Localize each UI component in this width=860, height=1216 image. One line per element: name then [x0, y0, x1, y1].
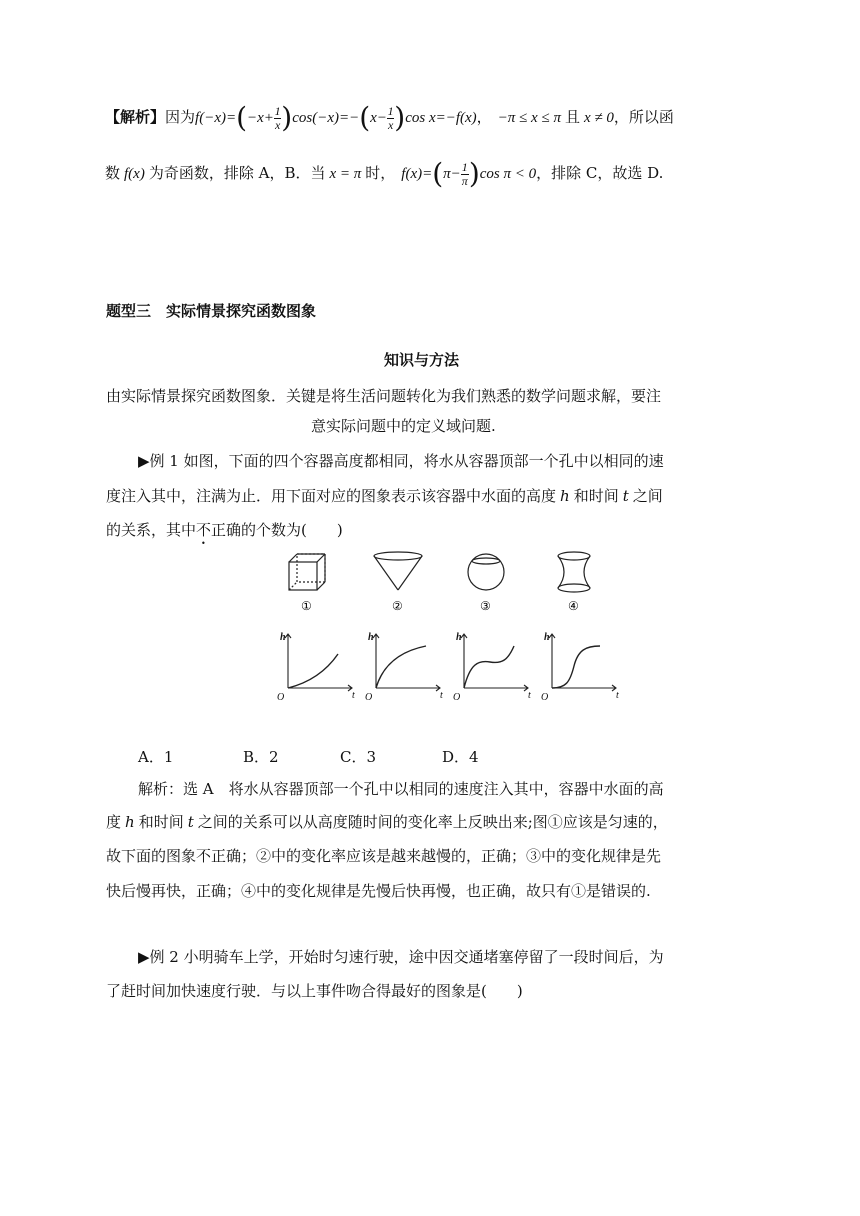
cone-container — [374, 552, 422, 590]
figure-label-2: ② — [392, 599, 403, 613]
solution-line-1: 解析：选 A 将水从容器顶部一个孔中以相同的速度注入其中，容器中水面的高 — [138, 780, 664, 798]
and-text: 且 — [564, 108, 580, 126]
text-odd-function: 为奇函数，排除 A，B．当 — [148, 164, 326, 182]
fraction-numerator: 1 — [387, 103, 394, 118]
axis-o-label: O — [453, 692, 461, 703]
text: 之间的关系可以从高度随时间的变化率上反映出来;图①应该是匀速的， — [197, 813, 668, 831]
text: 度 — [106, 813, 122, 831]
option-a: A．1 — [138, 748, 174, 766]
axis-t-label: t — [528, 690, 531, 701]
curve-slow-fast-slow — [552, 646, 600, 688]
axis-h-label: h — [368, 632, 374, 643]
analysis-tail: ，所以函 — [613, 108, 674, 126]
axis-o-label: O — [277, 692, 285, 703]
cube-container — [289, 554, 325, 590]
math-cos-pi-lt-0: cos π < 0 — [479, 166, 537, 182]
solution-line-4: 快后慢再快，正确；④中的变化规律是先慢后快再慢，也正确，故只有①是错误的. — [106, 882, 651, 900]
analysis-line-2 — [105, 157, 664, 190]
text-shu: 数 — [105, 164, 121, 182]
solution-line-2 — [106, 811, 668, 832]
curve-concave-down — [376, 646, 426, 688]
graph-1 — [277, 632, 355, 703]
fraction-denominator: x — [387, 117, 394, 132]
math-pi-minus: π− — [443, 166, 461, 182]
paren-close: ) — [394, 101, 406, 134]
text-when: 时， — [365, 164, 396, 182]
analysis-label: 【解析】 — [105, 108, 166, 126]
example2-line-2: 了赶时间加快速度行驶．与以上事件吻合得最好的图象是( ) — [106, 982, 523, 1000]
analysis-text: 因为 — [165, 108, 196, 126]
axis-t-label: t — [352, 690, 355, 701]
axis-t-label: t — [616, 690, 619, 701]
var-h: h — [560, 487, 570, 505]
emphasized-not: 不 — [196, 521, 212, 539]
math-domain: −π ≤ x ≤ π — [497, 110, 561, 126]
math-cosx-neg-fx: cos x=−f(x) — [405, 110, 477, 126]
intro-line-2: 意实际问题中的定义域问题. — [311, 417, 496, 435]
math-x-neq-0: x ≠ 0 — [583, 110, 614, 126]
math-fx-eq: f(x)= — [401, 166, 433, 182]
axis-o-label: O — [541, 692, 549, 703]
fraction-denominator: π — [461, 173, 468, 188]
math-neg-x-plus: −x+ — [247, 110, 274, 126]
option-b: B．2 — [243, 748, 279, 766]
graph-3 — [453, 632, 531, 703]
text: 和时间 — [138, 813, 184, 831]
option-c: C．3 — [340, 748, 377, 766]
graph-2 — [365, 632, 443, 703]
option-d: D．4 — [442, 748, 479, 766]
fraction-1-over-pi — [461, 161, 469, 187]
waist-container — [558, 552, 590, 592]
math-fx-neg: f(−x)= — [195, 110, 237, 126]
example1-line-2 — [106, 485, 663, 506]
axis-t-label: t — [440, 690, 443, 701]
text: 和时间 — [573, 487, 619, 505]
text-choose-d: ，排除 C，故选 D. — [536, 164, 664, 182]
paren-close: ) — [468, 157, 480, 190]
curve-concave-up — [288, 654, 338, 688]
sphere-container — [468, 554, 504, 590]
curve-fast-slow-fast — [464, 646, 514, 688]
fraction-numerator: 1 — [461, 159, 468, 174]
math-x-eq-pi: x = π — [329, 166, 362, 182]
paren-open: ( — [236, 101, 248, 134]
math-cos-neg-x: cos(−x)=− — [292, 110, 360, 126]
axis-o-label: O — [365, 692, 373, 703]
text: 正确的个数为( ) — [211, 521, 343, 539]
example2-line-1: ▶例 2 小明骑车上学，开始时匀速行驶，途中因交通堵塞停留了一段时间后，为 — [138, 948, 664, 966]
text: 的关系，其中 — [106, 521, 197, 539]
math-x-minus: x− — [370, 110, 387, 126]
text: 度注入其中，注满为止．用下面对应的图象表示该容器中水面的高度 — [106, 487, 557, 505]
section-subtitle: 知识与方法 — [384, 351, 460, 369]
paren-close: ) — [281, 101, 293, 134]
var-t: t — [187, 813, 194, 831]
example1-line-1: ▶例 1 如图，下面的四个容器高度都相同，将水从容器顶部一个孔中以相同的速 — [138, 452, 664, 470]
fraction-denominator: x — [274, 117, 281, 132]
comma: ， — [476, 108, 492, 126]
analysis-line-1 — [105, 101, 674, 134]
containers-figure — [270, 550, 619, 703]
fraction-numerator: 1 — [274, 103, 281, 118]
paren-open: ( — [359, 101, 371, 134]
axis-h-label: h — [544, 632, 550, 643]
figure-label-4: ④ — [568, 599, 579, 613]
graph-4 — [541, 632, 619, 703]
intro-line-1: 由实际情景探究函数图象．关键是将生活问题转化为我们熟悉的数学问题求解，要注 — [106, 387, 662, 405]
axis-h-label: h — [456, 632, 462, 643]
axis-h-label: h — [280, 632, 286, 643]
var-t: t — [622, 487, 629, 505]
figure-label-1: ① — [301, 599, 312, 613]
figure-label-3: ③ — [480, 599, 491, 613]
example1-line-3 — [106, 519, 343, 548]
solution-line-3: 故下面的图象不正确；②中的变化率应该是越来越慢的，正确；③中的变化规律是先 — [106, 847, 662, 865]
paren-open: ( — [432, 157, 444, 190]
section-title: 题型三 实际情景探究函数图象 — [106, 302, 317, 320]
var-h: h — [125, 813, 135, 831]
text: 之间 — [632, 487, 663, 505]
math-fx: f(x) — [124, 166, 145, 182]
